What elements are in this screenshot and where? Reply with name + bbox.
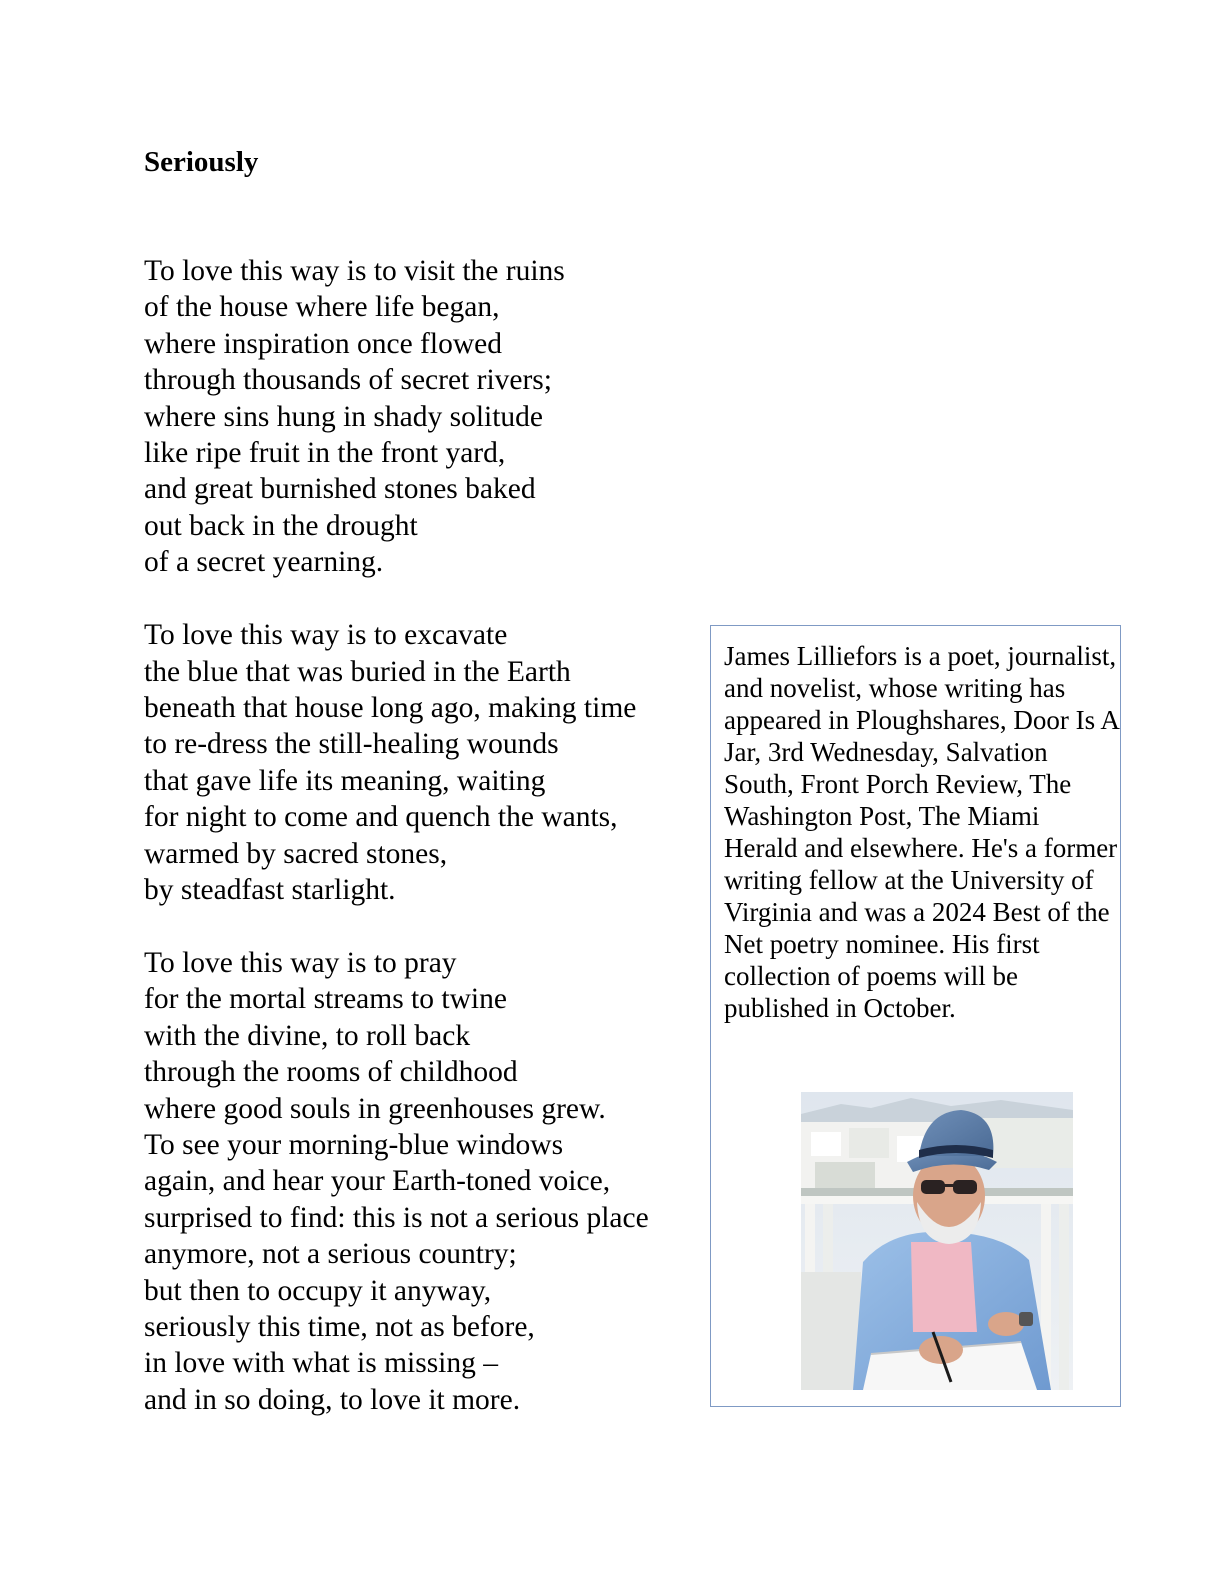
stanza-2	[144, 617, 704, 908]
poem-line: where inspiration once flowed	[144, 327, 502, 360]
poem-body	[144, 253, 704, 1455]
poem-line: surprised to find: this is not a serious place	[144, 1201, 649, 1234]
poem-line: like ripe fruit in the front yard,	[144, 437, 506, 470]
poem-line: the blue that was buried in the Earth	[144, 655, 571, 688]
poem-line: again, and hear your Earth-toned voice,	[144, 1165, 611, 1198]
poem-line: of the house where life began,	[144, 291, 500, 324]
poem-line: To love this way is to excavate	[144, 619, 508, 652]
stanza-1	[144, 253, 704, 581]
poem-line: for night to come and quench the wants,	[144, 801, 618, 834]
author-bio-box	[710, 625, 1121, 1407]
poem-line: of a secret yearning.	[144, 546, 384, 579]
poem-line: to re-dress the still-healing wounds	[144, 728, 559, 761]
poem-line: through thousands of secret rivers;	[144, 364, 552, 397]
poem-line: out back in the drought	[144, 509, 418, 542]
poem-line: beneath that house long ago, making time	[144, 691, 637, 724]
poem-line: seriously this time, not as before,	[144, 1310, 535, 1343]
poem-line: by steadfast starlight.	[144, 874, 396, 906]
poem-line: with the divine, to roll back	[144, 1019, 471, 1052]
poem-line: To love this way is to pray	[144, 946, 457, 979]
stanza-3	[144, 945, 704, 1418]
poem-line: To love this way is to visit the ruins	[144, 255, 565, 287]
poem-line: and great burnished stones baked	[144, 473, 536, 506]
poem-line: that gave life its meaning, waiting	[144, 764, 546, 797]
poem-title: Seriously	[144, 146, 259, 178]
poem-line: warmed by sacred stones,	[144, 837, 448, 870]
poem-line: anymore, not a serious country;	[144, 1238, 517, 1271]
poem-line: but then to occupy it anyway,	[144, 1274, 492, 1307]
author-bio-text: James Lilliefors is a poet, journalist, and novelist, whose writing has appeared in Ploughshares, Door Is A Jar, 3rd Wednesday, Salvation South, Front Porch Review, The Washington Post, The Miami Herald and elsewhere. He's a former writing fellow at the University of Virginia and was a 2024 Best of the Net poetry nominee. His first collection of poems will be published in October.	[724, 641, 1119, 1023]
poem-line: through the rooms of childhood	[144, 1056, 518, 1089]
poem-line: in love with what is missing –	[144, 1347, 498, 1380]
poem-line: To see your morning-blue windows	[144, 1128, 564, 1161]
poem-line: where good souls in greenhouses grew.	[144, 1092, 606, 1125]
poem-line: where sins hung in shady solitude	[144, 400, 544, 433]
author-photo	[801, 1092, 1073, 1390]
poem-line: for the mortal streams to twine	[144, 983, 507, 1016]
poem-line: and in so doing, to love it more.	[144, 1383, 521, 1416]
